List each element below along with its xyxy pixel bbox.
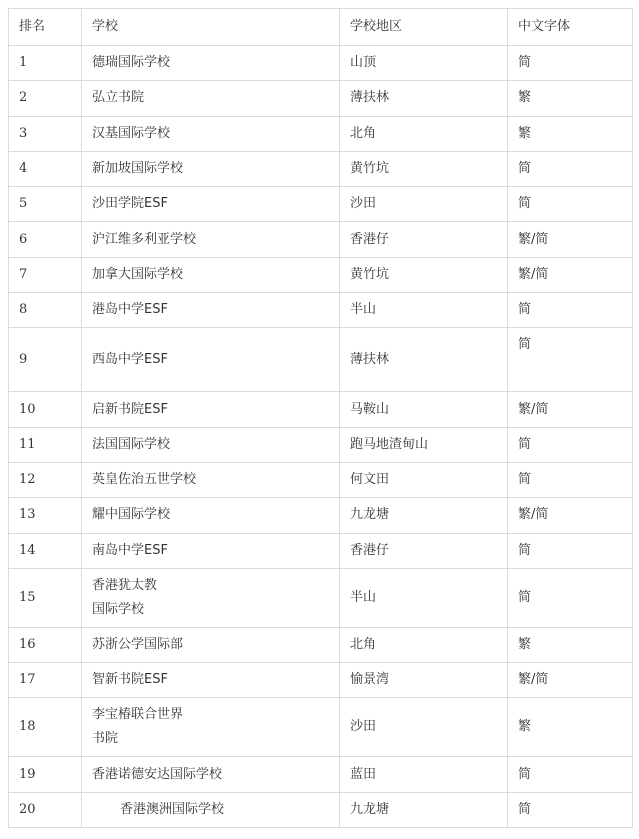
cell-script: 繁/简 — [508, 392, 633, 427]
cell-script: 繁/简 — [508, 663, 633, 698]
table-row — [9, 46, 633, 81]
cell-rank: 5 — [9, 187, 82, 222]
table-row — [9, 498, 633, 533]
cell-rank: 19 — [9, 757, 82, 792]
cell-district: 黄竹坑 — [340, 257, 508, 292]
school-name-line: 新加坡国际学校 — [92, 161, 184, 177]
cell-script: 简 — [508, 757, 633, 792]
cell-district: 蓝田 — [340, 757, 508, 792]
cell-script: 简 — [508, 462, 633, 497]
cell-script: 简 — [508, 46, 633, 81]
table-row — [9, 151, 633, 186]
cell-school — [82, 792, 340, 827]
header-script: 中文字体 — [508, 9, 633, 46]
cell-school — [82, 187, 340, 222]
table-row — [9, 757, 633, 792]
cell-rank: 2 — [9, 81, 82, 116]
table-row — [9, 698, 633, 757]
table-row — [9, 462, 633, 497]
cell-script: 简 — [508, 427, 633, 462]
header-district: 学校地区 — [340, 9, 508, 46]
school-name-line: 香港犹太教 — [92, 577, 158, 593]
cell-rank: 12 — [9, 462, 82, 497]
cell-script: 简 — [508, 151, 633, 186]
cell-script: 简 — [508, 568, 633, 627]
table-row — [9, 187, 633, 222]
table-row — [9, 116, 633, 151]
cell-rank: 4 — [9, 151, 82, 186]
cell-script: 简 — [508, 328, 633, 392]
school-name-line: 智新书院ESF — [92, 672, 168, 688]
cell-district: 跑马地渣甸山 — [340, 427, 508, 462]
cell-district: 半山 — [340, 568, 508, 627]
cell-school — [82, 533, 340, 568]
cell-school — [82, 46, 340, 81]
school-name-line: 沙田学院ESF — [92, 196, 168, 212]
cell-script: 简 — [508, 533, 633, 568]
cell-script: 繁/简 — [508, 222, 633, 257]
cell-district: 北角 — [340, 627, 508, 662]
school-name-line: 南岛中学ESF — [92, 542, 168, 558]
school-name-line: 港岛中学ESF — [92, 302, 168, 318]
cell-rank: 20 — [9, 792, 82, 827]
cell-school — [82, 498, 340, 533]
school-name-line: 国际学校 — [92, 601, 145, 617]
cell-district: 马鞍山 — [340, 392, 508, 427]
cell-school — [82, 698, 340, 757]
table-row — [9, 427, 633, 462]
table-row — [9, 627, 633, 662]
cell-rank: 8 — [9, 293, 82, 328]
cell-rank: 15 — [9, 568, 82, 627]
cell-district: 薄扶林 — [340, 328, 508, 392]
header-school: 学校 — [82, 9, 340, 46]
school-name-line: 香港澳洲国际学校 — [120, 801, 225, 817]
cell-district: 半山 — [340, 293, 508, 328]
cell-script: 繁 — [508, 627, 633, 662]
cell-district: 香港仔 — [340, 222, 508, 257]
table-row — [9, 257, 633, 292]
cell-rank: 1 — [9, 46, 82, 81]
school-name-line: 法国国际学校 — [92, 436, 171, 452]
school-name-line: 英皇佐治五世学校 — [92, 472, 197, 488]
table-row — [9, 222, 633, 257]
table-row — [9, 792, 633, 827]
cell-district: 愉景湾 — [340, 663, 508, 698]
cell-script: 简 — [508, 293, 633, 328]
cell-school — [82, 427, 340, 462]
cell-school — [82, 328, 340, 392]
cell-script: 繁 — [508, 116, 633, 151]
cell-district: 北角 — [340, 116, 508, 151]
cell-rank: 16 — [9, 627, 82, 662]
table-body — [9, 46, 633, 828]
school-ranking-table — [8, 8, 633, 828]
school-name-line: 沪江维多利亚学校 — [92, 231, 197, 247]
cell-rank: 3 — [9, 116, 82, 151]
cell-rank: 6 — [9, 222, 82, 257]
school-name-line: 书院 — [92, 731, 119, 747]
cell-school — [82, 663, 340, 698]
cell-school — [82, 293, 340, 328]
cell-school — [82, 568, 340, 627]
table-row — [9, 328, 633, 392]
school-name-line: 德瑞国际学校 — [92, 55, 171, 71]
cell-district: 香港仔 — [340, 533, 508, 568]
cell-rank: 9 — [9, 328, 82, 392]
cell-school — [82, 627, 340, 662]
table-row — [9, 81, 633, 116]
cell-script: 简 — [508, 792, 633, 827]
cell-school — [82, 222, 340, 257]
cell-district: 沙田 — [340, 187, 508, 222]
table-row — [9, 293, 633, 328]
table-row — [9, 392, 633, 427]
cell-district: 山顶 — [340, 46, 508, 81]
table-row — [9, 533, 633, 568]
cell-district: 何文田 — [340, 462, 508, 497]
cell-school — [82, 81, 340, 116]
cell-rank: 17 — [9, 663, 82, 698]
school-name-line: 西岛中学ESF — [92, 351, 168, 367]
school-name-line: 汉基国际学校 — [92, 125, 171, 141]
cell-rank: 10 — [9, 392, 82, 427]
header-rank: 排名 — [9, 9, 82, 46]
school-name-line: 弘立书院 — [92, 90, 145, 106]
cell-rank: 11 — [9, 427, 82, 462]
cell-school — [82, 462, 340, 497]
cell-school — [82, 757, 340, 792]
cell-district: 九龙塘 — [340, 792, 508, 827]
cell-script: 简 — [508, 187, 633, 222]
school-name-line: 苏浙公学国际部 — [92, 637, 184, 652]
school-name-line: 李宝椿联合世界 — [92, 707, 184, 723]
table-row — [9, 568, 633, 627]
cell-rank: 14 — [9, 533, 82, 568]
school-name-line: 加拿大国际学校 — [92, 266, 184, 282]
cell-rank: 18 — [9, 698, 82, 757]
cell-district: 薄扶林 — [340, 81, 508, 116]
cell-district: 黄竹坑 — [340, 151, 508, 186]
cell-rank: 13 — [9, 498, 82, 533]
cell-script: 繁 — [508, 81, 633, 116]
cell-school — [82, 116, 340, 151]
cell-script: 繁/简 — [508, 498, 633, 533]
school-name-line: 启新书院ESF — [92, 401, 168, 417]
cell-district: 沙田 — [340, 698, 508, 757]
school-name-line: 耀中国际学校 — [92, 507, 171, 523]
cell-school — [82, 151, 340, 186]
table-row — [9, 663, 633, 698]
cell-script: 繁/简 — [508, 257, 633, 292]
cell-school — [82, 392, 340, 427]
header-row — [9, 9, 633, 46]
cell-script: 繁 — [508, 698, 633, 757]
cell-school — [82, 257, 340, 292]
cell-district: 九龙塘 — [340, 498, 508, 533]
cell-rank: 7 — [9, 257, 82, 292]
school-name-line: 香港诺德安达国际学校 — [92, 766, 223, 782]
